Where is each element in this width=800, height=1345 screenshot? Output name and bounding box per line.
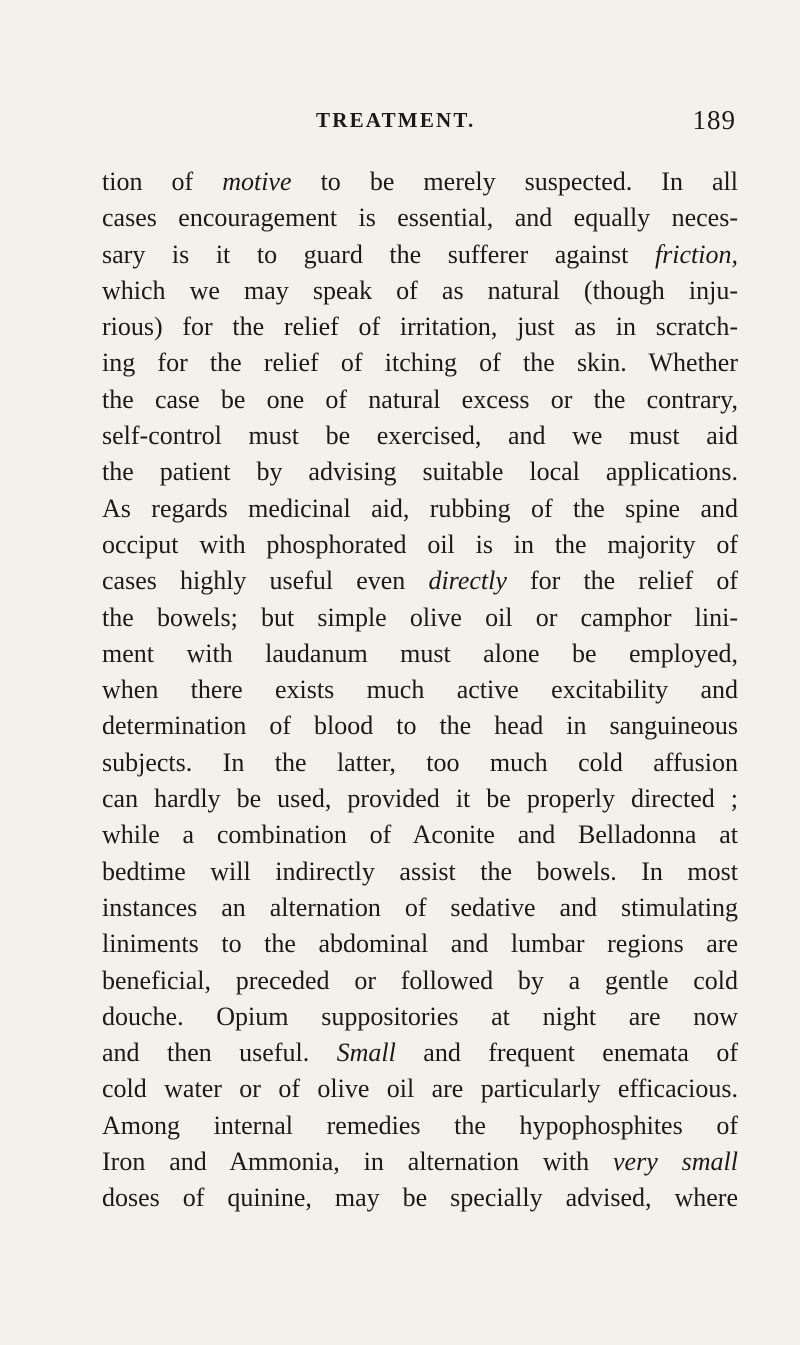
text-segment: which we may speak of as natural (though inju- <box>102 275 738 305</box>
text-segment: when there exists much active excitability and <box>102 675 738 705</box>
text-line <box>102 273 738 309</box>
text-line <box>102 454 738 490</box>
text-segment: cold water or of olive oil are particularly efficacious. <box>102 1074 738 1104</box>
italic-text: friction, <box>654 239 738 269</box>
text-line <box>102 926 738 962</box>
text-line <box>102 963 738 999</box>
italic-text: directly <box>428 566 507 596</box>
page-number: 189 <box>692 105 736 135</box>
text-segment: doses of quinine, may be specially advised, where <box>102 1183 738 1213</box>
body-text <box>102 164 738 1217</box>
text-line <box>102 1108 738 1144</box>
text-line <box>102 527 738 563</box>
text-segment: cases encouragement is essential, and equally neces- <box>102 203 738 233</box>
text-line <box>102 491 738 527</box>
text-segment: subjects. In the latter, too much cold affusion <box>102 747 738 777</box>
italic-text: motive <box>222 167 292 196</box>
text-segment: Iron and Ammonia, in alternation with <box>102 1147 613 1177</box>
text-segment: bedtime will indirectly assist the bowels. In most <box>102 856 738 886</box>
text-line <box>102 1071 738 1107</box>
text-line <box>102 1180 738 1216</box>
text-segment: tion of <box>102 167 223 196</box>
text-line <box>102 672 738 708</box>
text-line <box>102 345 738 381</box>
text-segment: ing for the relief of itching of the skin. Whether <box>102 348 738 378</box>
text-line <box>102 745 738 781</box>
text-line <box>102 563 738 599</box>
text-segment: instances an alternation of sedative and stimulating <box>102 892 738 922</box>
text-segment: to be merely suspected. In all <box>291 167 738 196</box>
running-head <box>316 105 736 142</box>
italic-text: Small <box>336 1038 396 1068</box>
text-segment: and frequent enemata of <box>395 1038 738 1068</box>
text-segment: for the relief of <box>506 566 738 596</box>
text-line <box>102 854 738 890</box>
text-line <box>102 708 738 744</box>
text-line <box>102 890 738 926</box>
text-line <box>102 418 738 454</box>
text-line <box>102 600 738 636</box>
text-segment: ment with laudanum must alone be employed, <box>102 638 738 668</box>
text-segment: Among internal remedies the hypophosphites of <box>102 1110 738 1140</box>
text-line <box>102 817 738 853</box>
text-segment: As regards medicinal aid, rubbing of the spine and <box>102 493 738 523</box>
text-segment: determination of blood to the head in sanguineous <box>102 711 738 741</box>
text-line <box>102 200 738 236</box>
text-segment: the case be one of natural excess or the contrary, <box>102 384 738 414</box>
text-line <box>102 636 738 672</box>
text-line <box>102 1035 738 1071</box>
running-title: TREATMENT. <box>316 108 476 132</box>
text-segment: cases highly useful even <box>102 566 429 596</box>
text-segment: sary is it to guard the sufferer against <box>102 239 655 269</box>
text-segment: the bowels; but simple olive oil or camphor lini- <box>102 602 738 632</box>
text-segment: liniments to the abdominal and lumbar regions are <box>102 929 738 959</box>
text-line <box>102 237 738 273</box>
text-line <box>102 382 738 418</box>
text-line <box>102 309 738 345</box>
text-segment: occiput with phosphorated oil is in the majority of <box>102 529 738 559</box>
text-segment: and then useful. <box>102 1038 337 1068</box>
text-segment: the patient by advising suitable local applications. <box>102 457 738 487</box>
text-segment: rious) for the relief of irritation, just as in scratch- <box>102 312 738 342</box>
text-segment: can hardly be used, provided it be properly directed ; <box>102 784 738 814</box>
text-line <box>102 999 738 1035</box>
text-segment: while a combination of Aconite and Belladonna at <box>102 820 738 850</box>
italic-text: very small <box>613 1147 738 1177</box>
text-segment: self-control must be exercised, and we must aid <box>102 421 738 451</box>
text-segment: douche. Opium suppositories at night are now <box>102 1001 738 1031</box>
text-line <box>102 1144 738 1180</box>
text-line <box>102 781 738 817</box>
text-segment: beneficial, preceded or followed by a gentle cold <box>102 965 738 995</box>
text-line <box>102 164 738 200</box>
